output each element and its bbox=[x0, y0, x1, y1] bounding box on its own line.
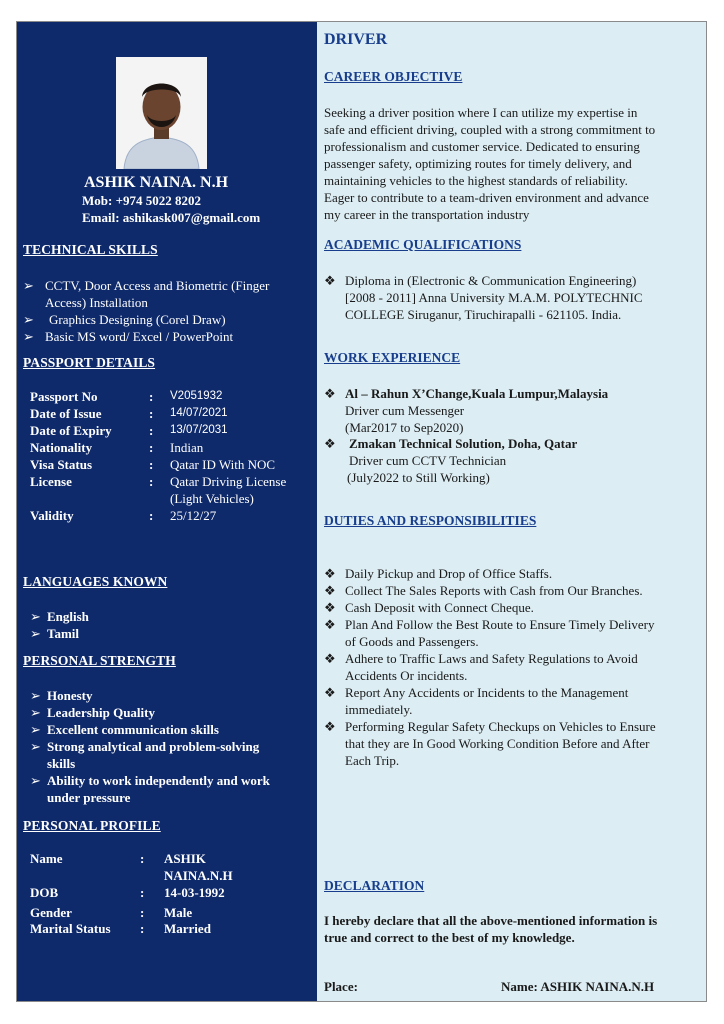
arrow-bullet-icon: ➢ bbox=[30, 739, 41, 754]
strength-list bbox=[30, 687, 315, 806]
separator: : bbox=[149, 474, 154, 489]
duty-line: Performing Regular Safety Checkups on Vehicles to Ensure bbox=[345, 719, 656, 734]
duty-line: Collect The Sales Reports with Cash from Our Branches. bbox=[345, 583, 643, 598]
career-line: Eager to contribute to a team-driven environment and advance bbox=[324, 190, 649, 205]
separator: : bbox=[149, 457, 154, 472]
separator: : bbox=[149, 440, 154, 455]
job-company: Al – Rahun X’Change,Kuala Lumpur,Malaysia bbox=[345, 386, 609, 401]
diamond-bullet-icon: ❖ bbox=[324, 566, 336, 581]
skill-item: Basic MS word/ Excel / PowerPoint bbox=[45, 329, 234, 344]
strength-item: Leadership Quality bbox=[47, 705, 155, 720]
diamond-bullet-icon: ❖ bbox=[324, 617, 336, 632]
skill-item: Graphics Designing (Corel Draw) bbox=[49, 312, 226, 327]
career-line: my career in the transportation industry bbox=[324, 207, 530, 222]
language-item: English bbox=[47, 609, 89, 624]
duty-line: of Goods and Passengers. bbox=[345, 634, 479, 649]
separator: : bbox=[140, 921, 145, 936]
technical-skills-list bbox=[23, 277, 313, 345]
separator: : bbox=[140, 851, 145, 866]
separator: : bbox=[140, 905, 145, 920]
duty-line: Each Trip. bbox=[345, 753, 400, 768]
passport-value: 25/12/27 bbox=[170, 508, 217, 523]
declaration-text bbox=[324, 912, 704, 946]
duties-heading: DUTIES AND RESPONSIBILITIES bbox=[324, 513, 537, 528]
arrow-bullet-icon: ➢ bbox=[30, 773, 41, 788]
passport-value: 13/07/2031 bbox=[170, 424, 228, 436]
job-role: Driver cum CCTV Technician bbox=[349, 453, 507, 468]
strength-item: skills bbox=[47, 756, 76, 771]
separator: : bbox=[149, 508, 154, 523]
passport-heading: PASSPORT DETAILS bbox=[23, 355, 156, 370]
academic-line: [2008 - 2011] Anna University M.A.M. POLYTECHNIC bbox=[345, 290, 643, 305]
profile-heading: PERSONAL PROFILE bbox=[23, 818, 161, 833]
duty-line: Cash Deposit with Connect Cheque. bbox=[345, 600, 534, 615]
duty-line: Daily Pickup and Drop of Office Staffs. bbox=[345, 566, 553, 581]
job-company: Zmakan Technical Solution, Doha, Qatar bbox=[349, 436, 578, 451]
strength-item: under pressure bbox=[47, 790, 131, 805]
profile-value: ASHIK bbox=[164, 851, 206, 866]
diamond-bullet-icon: ❖ bbox=[324, 273, 336, 288]
declaration-line: true and correct to the best of my knowledge. bbox=[324, 930, 575, 945]
duty-line: Plan And Follow the Best Route to Ensure Timely Delivery bbox=[345, 617, 655, 632]
strength-item: Strong analytical and problem-solving bbox=[47, 739, 260, 754]
passport-label: Date of Issue bbox=[30, 406, 102, 421]
candidate-name: ASHIK NAINA. N.H bbox=[84, 174, 229, 191]
left-panel bbox=[17, 22, 317, 1001]
arrow-bullet-icon: ➢ bbox=[30, 722, 41, 737]
arrow-bullet-icon: ➢ bbox=[23, 312, 34, 327]
diamond-bullet-icon: ❖ bbox=[324, 685, 336, 700]
declaration-line: I hereby declare that all the above-mentioned information is bbox=[324, 913, 658, 928]
academic-heading: ACADEMIC QUALIFICATIONS bbox=[324, 237, 522, 252]
profile-value: Male bbox=[164, 905, 193, 920]
right-panel bbox=[317, 22, 706, 1001]
diamond-bullet-icon: ❖ bbox=[324, 719, 336, 734]
separator: : bbox=[149, 423, 154, 438]
skill-item: Access) Installation bbox=[45, 295, 148, 310]
duty-line: Accidents Or incidents. bbox=[345, 668, 468, 683]
job-role: Driver cum Messenger bbox=[345, 403, 465, 418]
mobile-number: Mob: +974 5022 8202 bbox=[82, 193, 201, 208]
arrow-bullet-icon: ➢ bbox=[30, 609, 41, 624]
email-address: Email: ashikask007@gmail.com bbox=[82, 210, 261, 225]
duties-list bbox=[324, 565, 704, 769]
diamond-bullet-icon: ❖ bbox=[324, 583, 336, 598]
career-objective-text bbox=[324, 104, 704, 223]
career-objective-heading: CAREER OBJECTIVE bbox=[324, 69, 463, 84]
passport-value: (Light Vehicles) bbox=[170, 491, 254, 506]
signature-name: Name: ASHIK NAINA.N.H bbox=[501, 979, 655, 994]
profile-photo bbox=[116, 57, 207, 169]
career-line: safe and efficient driving, coupled with a strong commitment to bbox=[324, 122, 656, 137]
career-line: professionalism and customer service. Dedicated to ensuring bbox=[324, 139, 640, 154]
career-line: maintaining vehicles to the highest standards of reliability. bbox=[324, 173, 628, 188]
diamond-bullet-icon: ❖ bbox=[324, 651, 336, 666]
separator: : bbox=[140, 885, 145, 900]
arrow-bullet-icon: ➢ bbox=[30, 626, 41, 641]
separator: : bbox=[149, 389, 154, 404]
passport-label: License bbox=[30, 474, 72, 489]
profile-label: Marital Status bbox=[30, 921, 111, 936]
academic-line: Diploma in (Electronic & Communication Engineering) bbox=[345, 273, 637, 288]
languages-heading: LANGUAGES KNOWN bbox=[23, 574, 168, 589]
passport-value: V2051932 bbox=[170, 390, 223, 402]
separator: : bbox=[149, 406, 154, 421]
profile-value: Married bbox=[164, 921, 211, 936]
duty-line: immediately. bbox=[345, 702, 413, 717]
arrow-bullet-icon: ➢ bbox=[23, 329, 34, 344]
profile-label: Gender bbox=[30, 905, 72, 920]
technical-skills-heading: TECHNICAL SKILLS bbox=[23, 242, 158, 257]
job-period: (Mar2017 to Sep2020) bbox=[345, 420, 464, 435]
passport-value: Qatar ID With NOC bbox=[170, 457, 276, 472]
diamond-bullet-icon: ❖ bbox=[324, 386, 336, 401]
career-line: Seeking a driver position where I can utilize my expertise in bbox=[324, 105, 638, 120]
job-title: DRIVER bbox=[324, 31, 388, 48]
strength-item: Excellent communication skills bbox=[47, 722, 219, 737]
strength-heading: PERSONAL STRENGTH bbox=[23, 653, 176, 668]
passport-label: Visa Status bbox=[30, 457, 93, 472]
passport-label: Nationality bbox=[30, 440, 93, 455]
language-item: Tamil bbox=[47, 626, 80, 641]
job-period: (July2022 to Still Working) bbox=[347, 470, 490, 485]
passport-label: Validity bbox=[30, 508, 74, 523]
profile-label: Name bbox=[30, 851, 63, 866]
strength-item: Honesty bbox=[47, 688, 93, 703]
passport-label: Passport No bbox=[30, 389, 98, 404]
career-line: passenger safety, optimizing routes for timely delivery, and bbox=[324, 156, 632, 171]
strength-item: Ability to work independently and work bbox=[47, 773, 270, 788]
diamond-bullet-icon: ❖ bbox=[324, 600, 336, 615]
passport-value: 14/07/2021 bbox=[170, 407, 228, 419]
duty-line: Adhere to Traffic Laws and Safety Regulations to Avoid bbox=[345, 651, 638, 666]
diamond-bullet-icon: ❖ bbox=[324, 436, 336, 451]
profile-label: DOB bbox=[30, 885, 59, 900]
duty-line: that they are In Good Working Condition Before and After bbox=[345, 736, 650, 751]
profile-value: 14-03-1992 bbox=[164, 885, 225, 900]
skill-item: CCTV, Door Access and Biometric (Finger bbox=[45, 278, 270, 293]
profile-value: NAINA.N.H bbox=[164, 868, 233, 883]
arrow-bullet-icon: ➢ bbox=[30, 688, 41, 703]
passport-value: Qatar Driving License bbox=[170, 474, 287, 489]
academic-line: COLLEGE Siruganur, Tiruchirapalli - 621105. India. bbox=[345, 307, 622, 322]
declaration-heading: DECLARATION bbox=[324, 878, 425, 893]
passport-label: Date of Expiry bbox=[30, 423, 112, 438]
work-experience-heading: WORK EXPERIENCE bbox=[324, 350, 461, 365]
place-label: Place: bbox=[324, 979, 358, 994]
passport-value: Indian bbox=[170, 440, 204, 455]
duty-line: Report Any Accidents or Incidents to the Management bbox=[345, 685, 629, 700]
arrow-bullet-icon: ➢ bbox=[30, 705, 41, 720]
arrow-bullet-icon: ➢ bbox=[23, 278, 34, 293]
